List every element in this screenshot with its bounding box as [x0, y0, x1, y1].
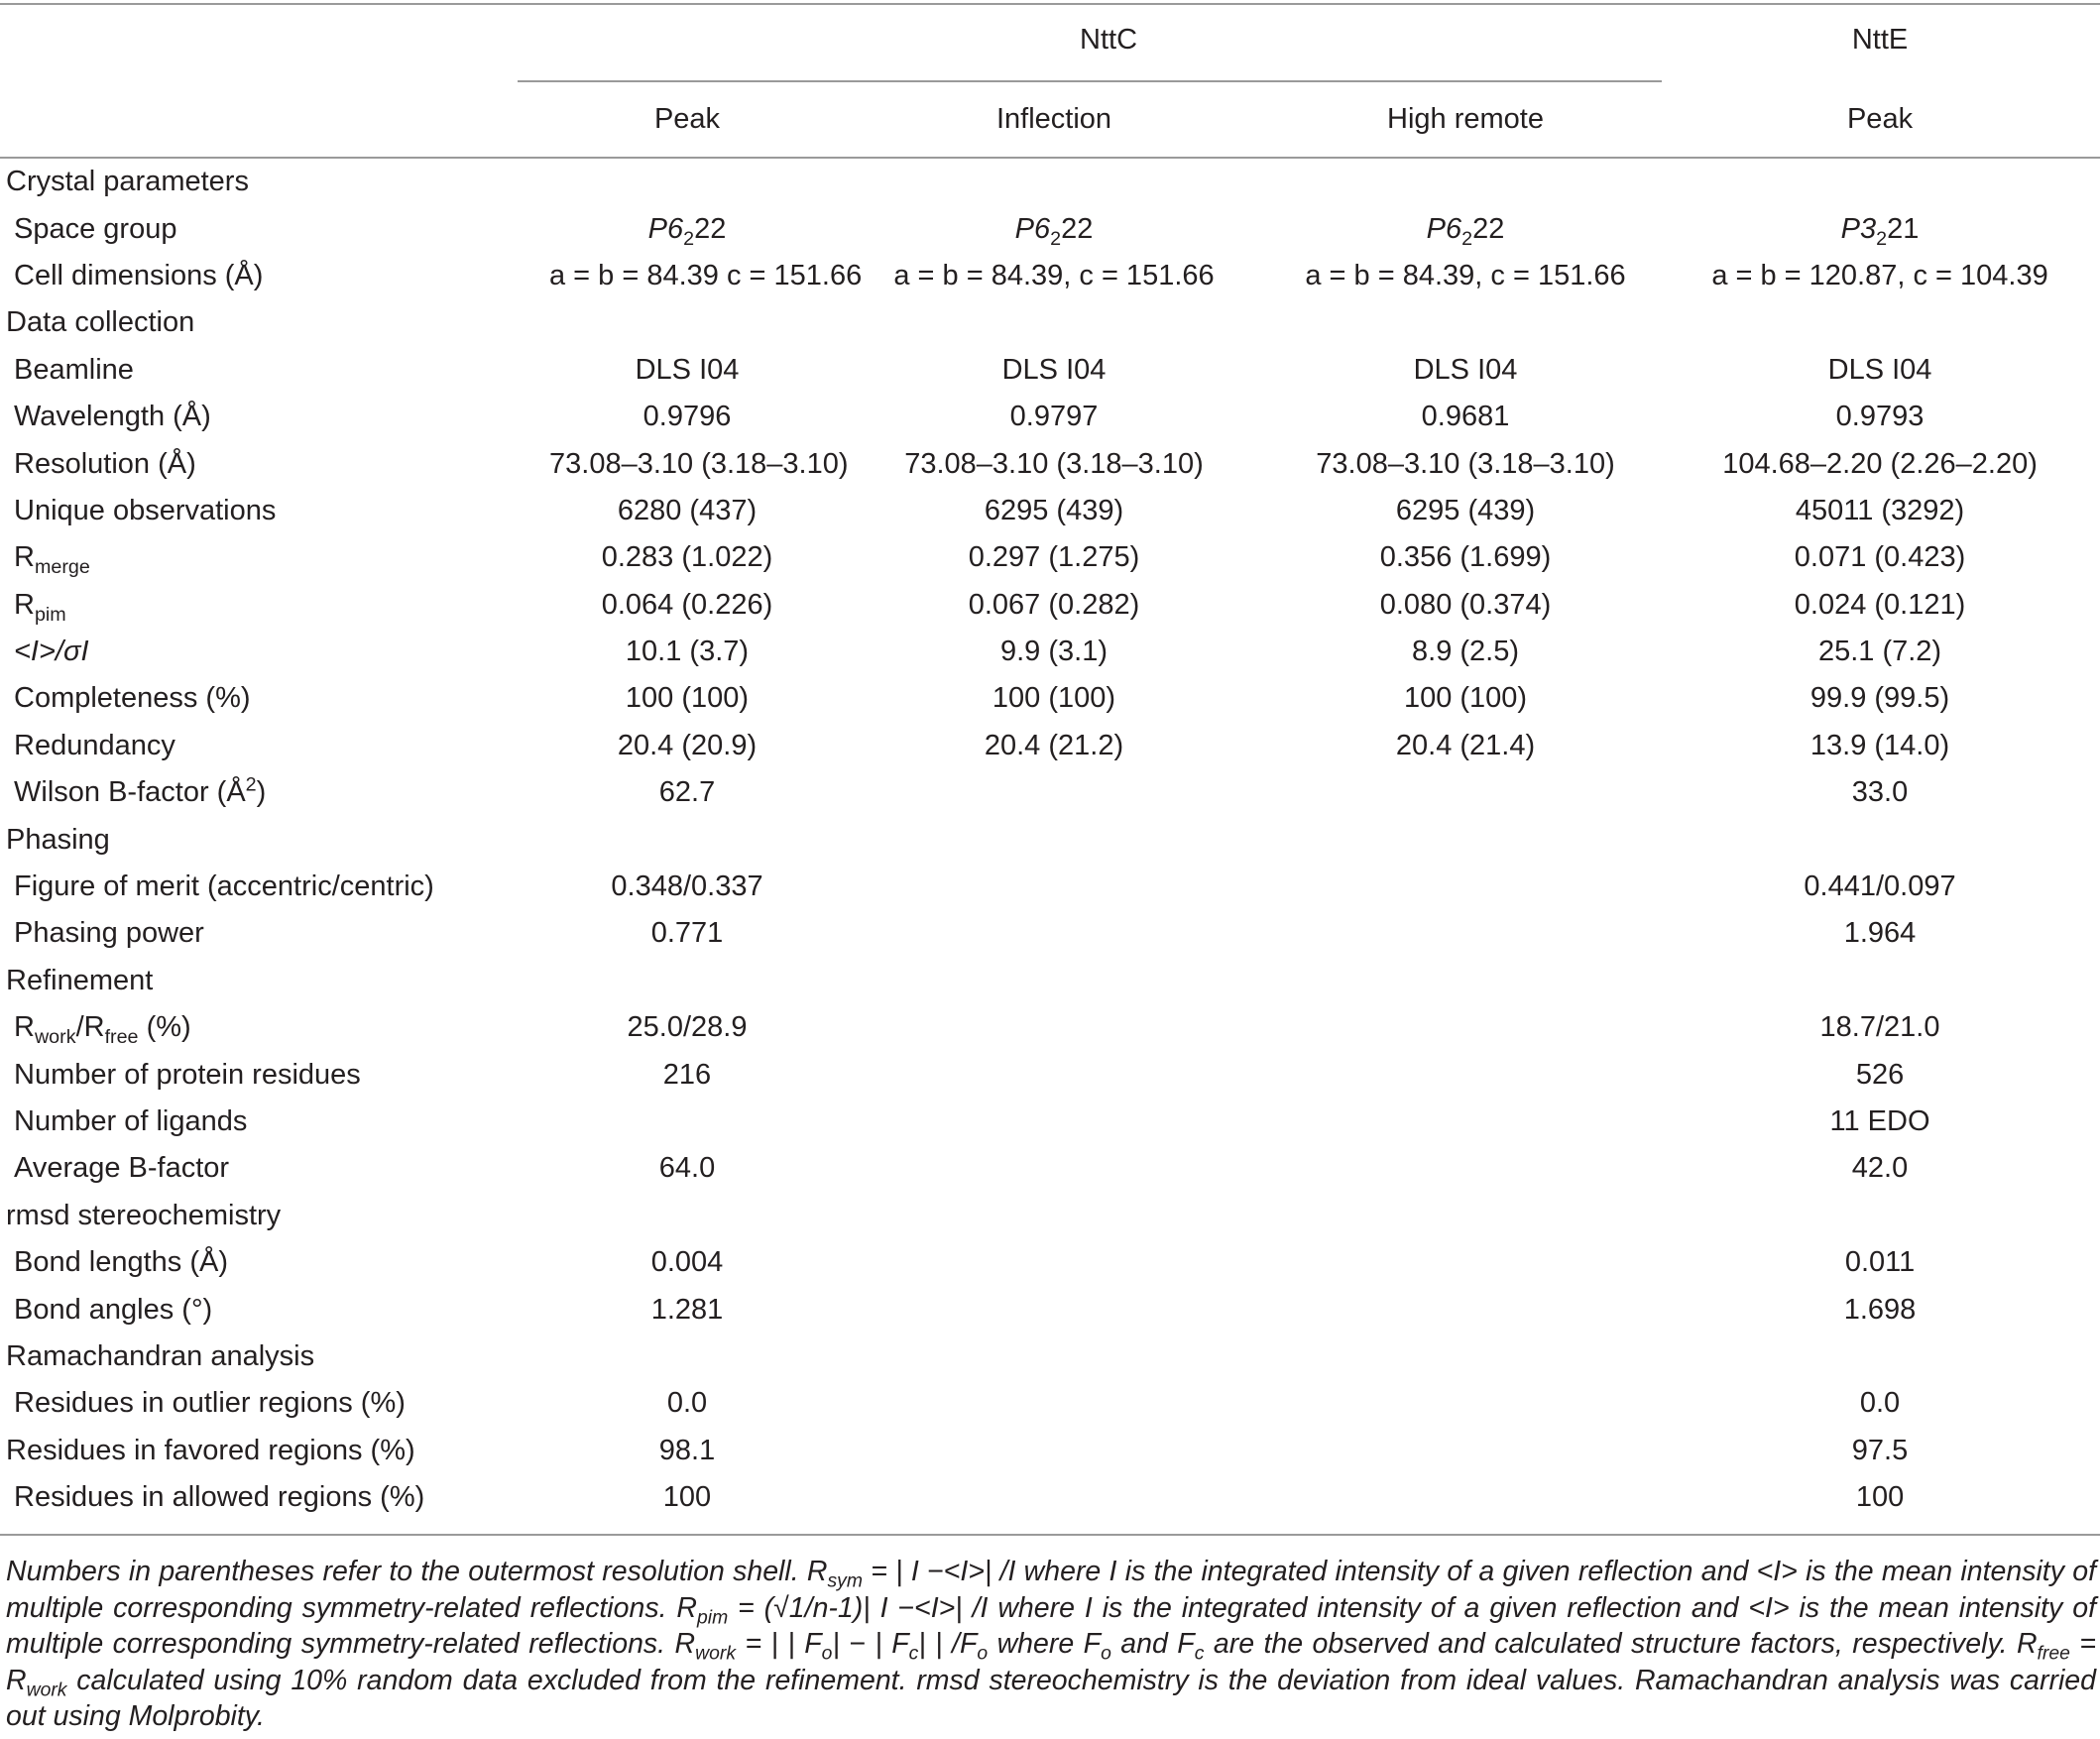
row-label: Residues in outlier regions (%) [14, 1387, 406, 1420]
cell-value: a = b = 84.39, c = 151.66 [1305, 259, 1626, 291]
cell-value: a = b = 84.39, c = 151.66 [893, 259, 1215, 291]
cell-value: 1.964 [1843, 917, 1917, 950]
table-row [0, 1239, 2100, 1286]
cell-value: 0.9793 [1835, 401, 1925, 433]
row-label: Bond angles (°) [14, 1293, 213, 1326]
table-row [0, 1145, 2100, 1192]
row-label: Residues in favored regions (%) [6, 1434, 415, 1466]
cell-value: 0.9681 [1421, 401, 1510, 433]
cell-value: 0.9796 [642, 401, 732, 433]
cell-value: 0.004 [650, 1246, 724, 1279]
cell-value: 20.4 (21.2) [984, 729, 1124, 761]
table-row [0, 1428, 2100, 1474]
cell-value: 0.283 (1.022) [601, 541, 773, 574]
section-row [0, 816, 2100, 863]
cell-value: 0.0 [1859, 1387, 1901, 1420]
section-row [0, 958, 2100, 1004]
cell-value: a = b = 120.87, c = 104.39 [1711, 259, 2048, 291]
cell-value: 73.08–3.10 (3.18–3.10) [1316, 447, 1615, 480]
row-label: Figure of merit (accentric/centric) [14, 870, 434, 903]
cell-value: 20.4 (20.9) [617, 729, 758, 761]
row-label: Average B-factor [14, 1152, 230, 1185]
cell-value: 33.0 [1851, 776, 1909, 809]
section-row [0, 1193, 2100, 1239]
table-row [0, 1099, 2100, 1145]
table-row [0, 1286, 2100, 1333]
section-heading: Ramachandran analysis [6, 1339, 315, 1372]
cell-value: 0.9797 [1009, 401, 1099, 433]
row-label: Redundancy [14, 729, 175, 761]
cell-value: 98.1 [658, 1434, 716, 1466]
row-label: $R_{pim}$ [14, 588, 66, 626]
cell-value: 0.080 (0.374) [1379, 588, 1552, 621]
cell-value: 25.1 (7.2) [1817, 636, 1942, 668]
cell-value: 526 [1855, 1058, 1905, 1091]
cell-value: 0.297 (1.275) [968, 541, 1140, 574]
row-label: Wavelength (Å) [14, 401, 211, 433]
cell-value: DLS I04 [1413, 353, 1518, 386]
cell-value: 11 EDO [1829, 1105, 1930, 1137]
table-bottom-rule [0, 1534, 2100, 1536]
cell-value: 1.698 [1843, 1293, 1917, 1326]
cell-value: 18.7/21.0 [1819, 1011, 1940, 1044]
row-label: $R_{work}/R_{free}$ (%) [14, 1011, 191, 1049]
row-label: Unique observations [14, 494, 277, 526]
cell-value: 20.4 (21.4) [1395, 729, 1536, 761]
section-heading: Data collection [6, 306, 195, 339]
row-label: <I>/σI [14, 636, 89, 668]
row-label: Wilson B-factor $(Å^2)$ [14, 773, 267, 809]
row-label: Beamline [14, 353, 134, 386]
cell-value: 9.9 (3.1) [1000, 636, 1108, 668]
header-group-row [0, 0, 2100, 79]
cell-value: DLS I04 [635, 353, 740, 386]
row-label: Residues in allowed regions (%) [14, 1481, 425, 1514]
cell-value: 42.0 [1851, 1152, 1909, 1185]
table-row [0, 1380, 2100, 1427]
row-label: Space group [14, 212, 177, 245]
cell-value: 97.5 [1851, 1434, 1909, 1466]
table-row [0, 582, 2100, 629]
cell-value: a = b = 84.39 c = 151.66 [549, 259, 863, 291]
cell-value: 0.067 (0.282) [968, 588, 1140, 621]
table-row [0, 1474, 2100, 1521]
section-row [0, 1333, 2100, 1380]
cell-value: 100 (100) [1403, 682, 1528, 715]
table-row [0, 769, 2100, 816]
table-row [0, 440, 2100, 487]
row-label: Cell dimensions (Å) [14, 259, 264, 291]
cell-value: $P3_221$ [1840, 212, 1920, 250]
cell-value: 6295 (439) [1395, 494, 1536, 526]
col-high-remote: High remote [1387, 102, 1544, 135]
cell-value: 104.68–2.20 (2.26–2.20) [1722, 447, 2038, 480]
cell-value: 10.1 (3.7) [625, 636, 750, 668]
cell-value: 8.9 (2.5) [1412, 636, 1520, 668]
section-row [0, 299, 2100, 346]
col-ntte-peak: Peak [1846, 102, 1914, 135]
row-label: Number of ligands [14, 1105, 248, 1137]
nttc-group-header: NttC [1080, 23, 1138, 56]
cell-value: 45011 (3292) [1795, 494, 1965, 526]
row-label: $R_{merge}$ [14, 541, 90, 579]
table-row [0, 723, 2100, 769]
table-footnote: Numbers in parentheses refer to the outermost resolution shell. $R_{sym}$ = | I −<I>| /I where I is the integrated intensity of a given reflection and <I> is the mean intensity of multiple corresponding symmetry-related reflections. $R_{pim} = (√1/n-1)|$ I −<I>| /I where I is the integrated intensity of a given reflection and <I> is the mean intensity of multiple corresponding symmetry-related reflections. $R_{work}$ = | | $F_o|$ − | $F_c|$ | $/F_o$ where $F_o$ and $F_c$ are the observed and calculated structure factors, respectively. $R_{free} = R_{work}$ calculated using 10% random data excluded from the refinement. rmsd stereochemistry is the deviation from ideal values. Ramachandran analysis was carried out using Molprobity. [6, 1556, 2096, 1732]
table-row [0, 347, 2100, 394]
cell-value: $P6_222$ [647, 212, 727, 250]
header-column-row [0, 79, 2100, 159]
table-row [0, 629, 2100, 675]
col-peak: Peak [653, 102, 721, 135]
cell-value: 0.441/0.097 [1804, 870, 1956, 903]
cell-value: $P6_222$ [1426, 212, 1505, 250]
cell-value: 0.064 (0.226) [601, 588, 773, 621]
table-row [0, 910, 2100, 957]
cell-value: 0.024 (0.121) [1794, 588, 1966, 621]
table-row [0, 1004, 2100, 1051]
row-label: Bond lengths (Å) [14, 1246, 229, 1279]
row-label: Phasing power [14, 917, 204, 950]
table-row [0, 675, 2100, 722]
table-row [0, 205, 2100, 252]
cell-value: 0.011 [1844, 1246, 1916, 1279]
cell-value: 62.7 [658, 776, 716, 809]
cell-value: 100 [662, 1481, 712, 1514]
section-heading: Refinement [6, 964, 154, 996]
cell-value: 216 [662, 1058, 712, 1091]
table-row [0, 488, 2100, 534]
cell-value: 0.771 [650, 917, 724, 950]
cell-value: 25.0/28.9 [627, 1011, 748, 1044]
section-row [0, 159, 2100, 205]
table-row [0, 864, 2100, 910]
table-row [0, 253, 2100, 299]
cell-value: DLS I04 [1001, 353, 1107, 386]
row-label: Resolution (Å) [14, 447, 196, 480]
cell-value: 100 (100) [992, 682, 1116, 715]
cell-value: DLS I04 [1827, 353, 1932, 386]
cell-value: 99.9 (99.5) [1809, 682, 1950, 715]
cell-value: $P6_222$ [1014, 212, 1094, 250]
cell-value: 64.0 [658, 1152, 716, 1185]
section-heading: Crystal parameters [6, 166, 249, 198]
table-row [0, 534, 2100, 581]
cell-value: 6295 (439) [984, 494, 1124, 526]
cell-value: 13.9 (14.0) [1809, 729, 1950, 761]
row-label: Completeness (%) [14, 682, 251, 715]
cell-value: 100 (100) [625, 682, 750, 715]
cell-value: 100 [1855, 1481, 1905, 1514]
section-heading: Phasing [6, 823, 110, 856]
cell-value: 0.071 (0.423) [1794, 541, 1966, 574]
cell-value: 0.356 (1.699) [1379, 541, 1552, 574]
row-label: Number of protein residues [14, 1058, 361, 1091]
col-inflection: Inflection [995, 102, 1112, 135]
cell-value: 73.08–3.10 (3.18–3.10) [549, 447, 849, 480]
table-row [0, 1051, 2100, 1098]
cell-value: 73.08–3.10 (3.18–3.10) [904, 447, 1204, 480]
section-heading: rmsd stereochemistry [6, 1199, 282, 1231]
table-row [0, 394, 2100, 440]
cell-value: 0.0 [666, 1387, 708, 1420]
cell-value: 6280 (437) [617, 494, 758, 526]
cell-value: 0.348/0.337 [611, 870, 763, 903]
ntte-group-header: NttE [1851, 23, 1909, 56]
cell-value: 1.281 [650, 1293, 724, 1326]
